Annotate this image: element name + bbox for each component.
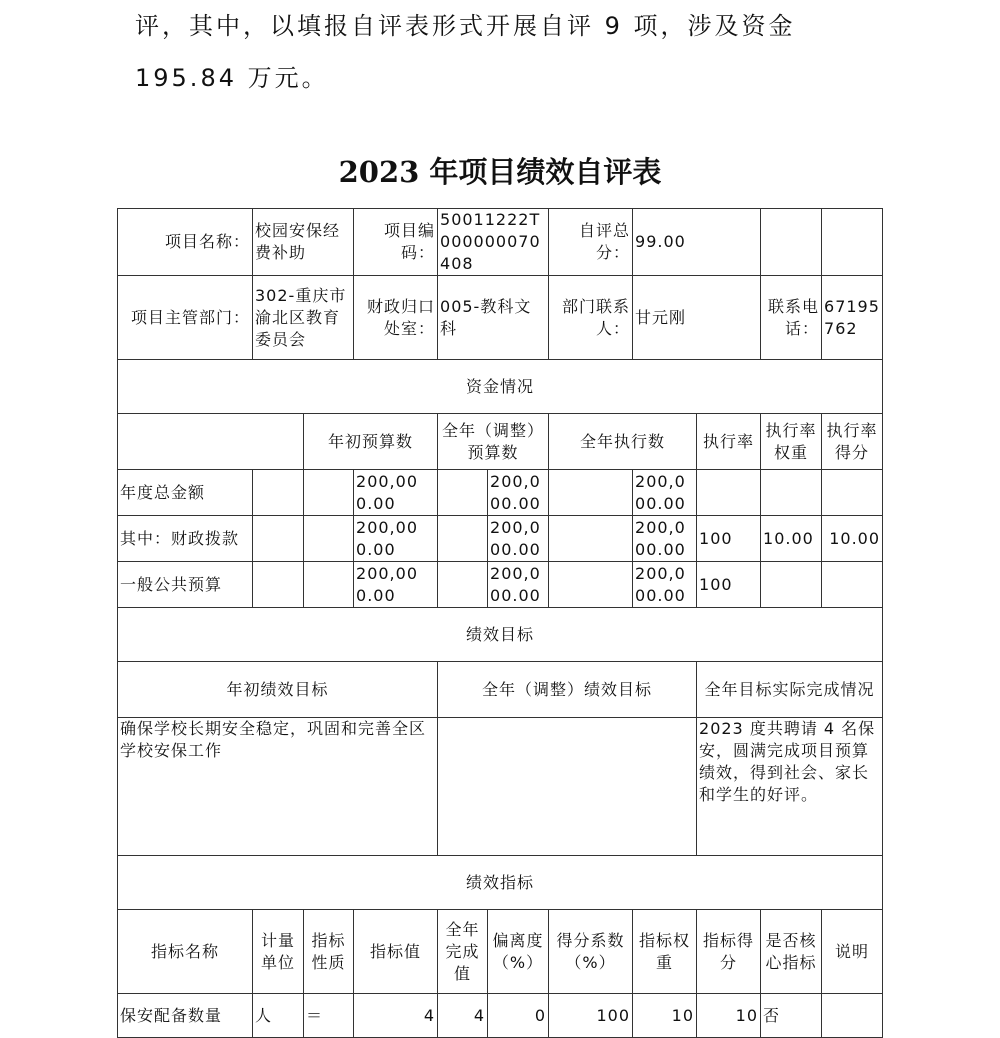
indicator-is-core: 否 — [761, 994, 822, 1038]
exec-rate-value: 100 — [697, 562, 761, 608]
adjusted-budget-value: 200,000.00 — [488, 562, 549, 608]
nature-header: 指标性质 — [304, 910, 354, 994]
funds-row — [118, 562, 883, 608]
page-title: 2023 年项目绩效自评表 — [338, 155, 662, 189]
indicator-score-coef: 100 — [549, 994, 633, 1038]
rate-weight-header: 执行率权重 — [761, 414, 822, 470]
blank-cell — [549, 516, 633, 562]
actual-completion-text: 2023 度共聘请 4 名保安，圆满完成项目预算绩效，得到社会、家长和学生的好评。 — [697, 718, 883, 856]
project-name-label: 项目名称： — [118, 209, 253, 276]
indicator-score-header: 指标得分 — [697, 910, 761, 994]
rate-weight-value: 10.00 — [761, 516, 822, 562]
rate-score-header: 执行率得分 — [822, 414, 883, 470]
indicator-note — [822, 994, 883, 1038]
funds-row — [118, 516, 883, 562]
adjusted-budget-header: 全年（调整）预算数 — [438, 414, 549, 470]
dept-value: 302-重庆市渝北区教育委员会 — [253, 276, 354, 360]
indicator-unit: 人 — [253, 994, 304, 1038]
indicator-deviation: 0 — [488, 994, 549, 1038]
core-indicator-header: 是否核心指标 — [761, 910, 822, 994]
indicator-target-value: 4 — [354, 994, 438, 1038]
phone-label: 联系电话： — [761, 276, 822, 360]
indicator-weight-header: 指标权重 — [633, 910, 697, 994]
project-row-1 — [118, 209, 883, 276]
done-value-header: 全年完成值 — [438, 910, 488, 994]
project-row-2 — [118, 276, 883, 360]
funds-section-row — [118, 360, 883, 414]
goals-content-row — [118, 718, 883, 856]
blank-cell — [761, 209, 822, 276]
rate-weight-value — [761, 562, 822, 608]
funds-header-row — [118, 414, 883, 470]
adjusted-goal-header: 全年（调整）绩效目标 — [438, 662, 697, 718]
adjusted-goal-text — [438, 718, 697, 856]
blank-cell — [549, 562, 633, 608]
blank-cell — [549, 470, 633, 516]
exec-rate-value — [697, 470, 761, 516]
indicator-name-header: 指标名称 — [118, 910, 253, 994]
actual-completion-header: 全年目标实际完成情况 — [697, 662, 883, 718]
self-score-value: 99.00 — [633, 209, 761, 276]
rate-score-value — [822, 470, 883, 516]
blank-cell — [253, 470, 304, 516]
goals-header-row — [118, 662, 883, 718]
self-evaluation-table — [117, 208, 883, 1038]
blank-cell — [304, 562, 354, 608]
blank-cell — [438, 562, 488, 608]
funds-row-label: 年度总金额 — [118, 470, 253, 516]
dept-label: 项目主管部门： — [118, 276, 253, 360]
indicator-score: 10 — [697, 994, 761, 1038]
rate-score-value: 10.00 — [822, 516, 883, 562]
executed-value: 200,000.00 — [633, 562, 697, 608]
adjusted-budget-value: 200,000.00 — [488, 470, 549, 516]
indicators-section-title: 绩效指标 — [118, 856, 883, 910]
indicator-nature: ＝ — [304, 994, 354, 1038]
indicator-weight: 10 — [633, 994, 697, 1038]
rate-score-value — [822, 562, 883, 608]
initial-budget-value: 200,000.00 — [354, 562, 438, 608]
funds-header-blank — [118, 414, 304, 470]
score-coef-header: 得分系数（%） — [549, 910, 633, 994]
project-code-label: 项目编码： — [354, 209, 438, 276]
initial-budget-header: 年初预算数 — [304, 414, 438, 470]
contact-value: 甘元刚 — [633, 276, 761, 360]
initial-budget-value: 200,000.00 — [354, 516, 438, 562]
initial-goal-text: 确保学校长期安全稳定，巩固和完善全区学校安保工作 — [118, 718, 438, 856]
executed-value: 200,000.00 — [633, 516, 697, 562]
blank-cell — [304, 470, 354, 516]
phone-value: 67195762 — [822, 276, 883, 360]
funds-row-label: 一般公共预算 — [118, 562, 253, 608]
note-header: 说明 — [822, 910, 883, 994]
blank-cell — [438, 516, 488, 562]
blank-cell — [253, 516, 304, 562]
blank-cell — [304, 516, 354, 562]
initial-budget-value: 200,000.00 — [354, 470, 438, 516]
blank-cell — [253, 562, 304, 608]
executed-value: 200,000.00 — [633, 470, 697, 516]
indicator-done-value: 4 — [438, 994, 488, 1038]
finance-office-label: 财政归口处室： — [354, 276, 438, 360]
funds-section-title: 资金情况 — [118, 360, 883, 414]
intro-paragraph: 评，其中，以填报自评表形式开展自评 9 项，涉及资金 195.84 万元。 — [135, 12, 796, 92]
contact-label: 部门联系人： — [549, 276, 633, 360]
adjusted-budget-value: 200,000.00 — [488, 516, 549, 562]
initial-goal-header: 年初绩效目标 — [118, 662, 438, 718]
exec-rate-header: 执行率 — [697, 414, 761, 470]
executed-header: 全年执行数 — [549, 414, 697, 470]
unit-header: 计量单位 — [253, 910, 304, 994]
goals-section-title: 绩效目标 — [118, 608, 883, 662]
goals-section-row — [118, 608, 883, 662]
blank-cell — [822, 209, 883, 276]
funds-row — [118, 470, 883, 516]
indicator-row — [118, 994, 883, 1038]
funds-row-label: 其中：财政拨款 — [118, 516, 253, 562]
project-code-value: 50011222T000000070408 — [438, 209, 549, 276]
deviation-header: 偏离度（%） — [488, 910, 549, 994]
rate-weight-value — [761, 470, 822, 516]
project-name-value: 校园安保经费补助 — [253, 209, 354, 276]
target-value-header: 指标值 — [354, 910, 438, 994]
self-score-label: 自评总分： — [549, 209, 633, 276]
exec-rate-value: 100 — [697, 516, 761, 562]
indicator-name: 保安配备数量 — [118, 994, 253, 1038]
blank-cell — [438, 470, 488, 516]
finance-office-value: 005-教科文科 — [438, 276, 549, 360]
indicators-header-row — [118, 910, 883, 994]
indicators-section-row — [118, 856, 883, 910]
